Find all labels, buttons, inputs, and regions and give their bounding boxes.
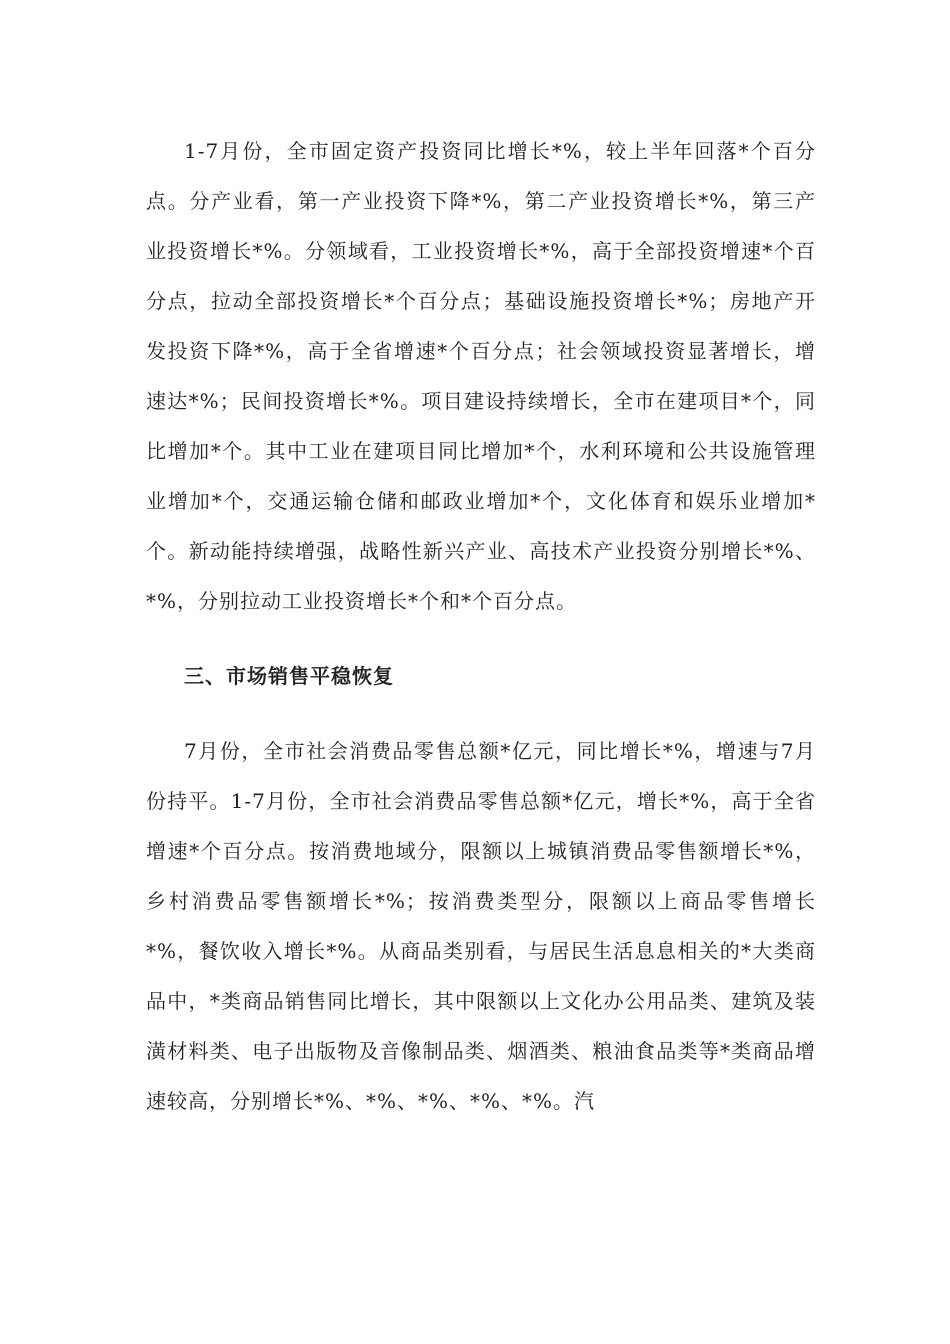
paragraph-retail-sales: 7月份，全市社会消费品零售总额*亿元，同比增长*%，增速与7月份持平。1-7月份，全市社会消费品零售总额*亿元，增长*%，高于全省增速*个百分点。按消费地域分，限额以上城镇消费品零售额增长*%，乡村消费品零售额增长*%；按消费类型分，限额以上商品零售增长*%，餐饮收入增长*%。从商品类别看，与居民生活息息相关的*大类商品中，*类商品销售同比增长，其中限额以上文化办公用品类、建筑及装潢材料类、电子出版物及音像制品类、烟酒类、粮油食品类等*类商品增速较高，分别增长*%、*%、*%、*%、*%。汽 <box>146 739 816 1113</box>
paragraph-fixed-asset-investment: 1-7月份，全市固定资产投资同比增长*%，较上半年回落*个百分点。分产业看，第一产业投资下降*%，第二产业投资增长*%，第三产业投资增长*%。分领域看，工业投资增长*%，高于全部投资增速*个百分点，拉动全部投资增长*个百分点；基础设施投资增长*%；房地产开发投资下降*%，高于全省增速*个百分点；社会领域投资显著增长，增速达*%；民间投资增长*%。项目建设持续增长，全市在建项目*个，同比增加*个。其中工业在建项目同比增加*个，水利环境和公共设施管理业增加*个，交通运输仓储和邮政业增加*个，文化体育和娱乐业增加*个。新动能持续增强，战略性新兴产业、高技术产业投资分别增长*%、*%，分别拉动工业投资增长*个和*个百分点。 <box>146 139 816 613</box>
section-heading-market-sales: 三、市场销售平稳恢复 <box>184 664 394 688</box>
document-body <box>146 126 816 1126</box>
